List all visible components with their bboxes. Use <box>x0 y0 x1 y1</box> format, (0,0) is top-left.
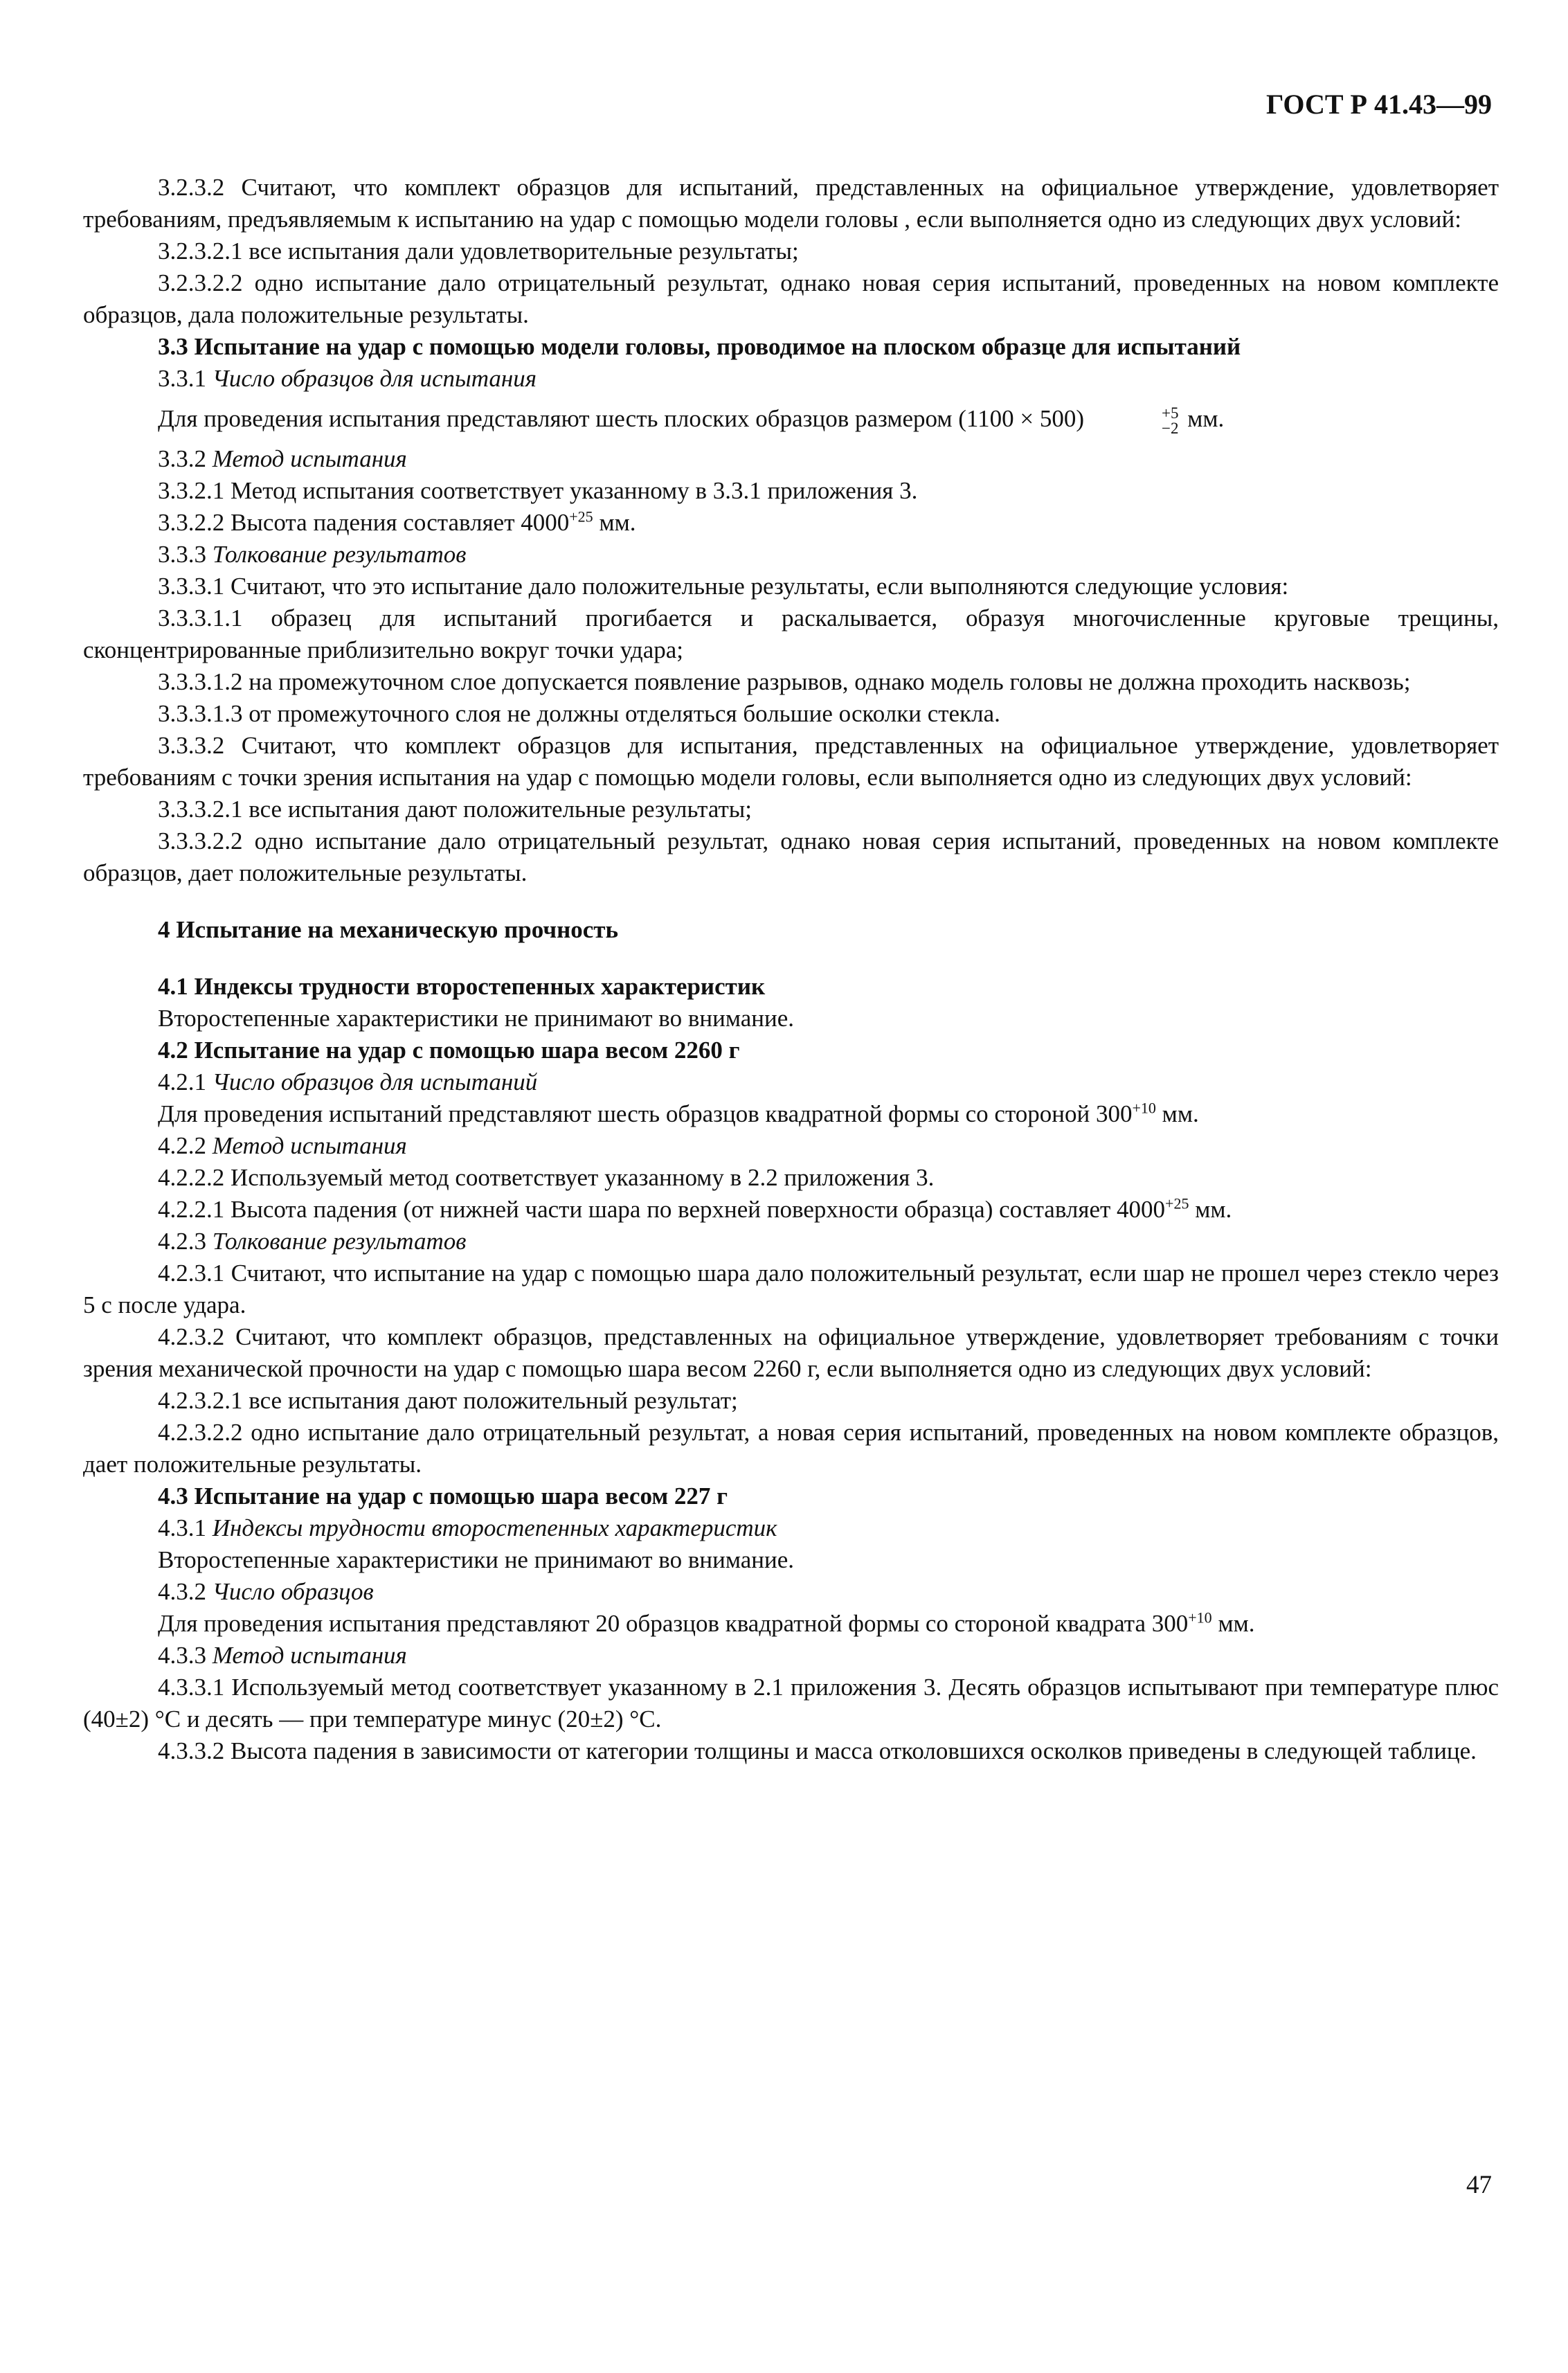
heading-4-1: 4.1 Индексы трудности второстепенных характеристик <box>158 972 766 1000</box>
document-header: ГОСТ Р 41.43—99 <box>1265 89 1492 120</box>
subheading-3-3-2 <box>83 443 1499 475</box>
subheading-4-2-3 <box>83 1226 1499 1257</box>
subheading-number: 4.2.3 <box>158 1227 206 1255</box>
paragraph-4-2-3-1: 4.2.3.1 Считают, что испытание на удар с помощью шара дало положительный результат, если шар не прошел через стекло через 5 с после удара. <box>83 1259 1499 1318</box>
subheading-number: 4.3.2 <box>158 1577 206 1605</box>
paragraph-4-3-2 <box>83 1608 1499 1640</box>
paragraph-3-3-3-1: 3.3.3.1 Считают, что это испытание дало положительные результаты, если выполняются следующие условия: <box>158 572 1289 600</box>
subheading-number: 4.2.2 <box>158 1131 206 1159</box>
subheading-number: 4.3.1 <box>158 1514 206 1541</box>
paragraph-unit: мм. <box>1211 1609 1255 1637</box>
tolerance-upper: +5 <box>1162 404 1179 422</box>
paragraph-4-3-1: Второстепенные характеристики не принимают во внимание. <box>158 1546 795 1573</box>
paragraph-4-2-3-2-1: 4.2.3.2.1 все испытания дают положительный результат; <box>158 1386 738 1414</box>
paragraph-3-3-3-1-1: 3.3.3.1.1 образец для испытаний прогибается и раскалывается, образуя многочисленные круговые трещины, сконцентрированные приблизительно вокруг точки удара; <box>83 604 1499 663</box>
paragraph-4-2-1 <box>83 1098 1499 1130</box>
heading-3-3: 3.3 Испытание на удар с помощью модели головы, проводимое на плоском образце для испытаний <box>158 333 1241 360</box>
page-number: 47 <box>1466 2171 1492 2199</box>
paragraph-unit: мм. <box>1189 1195 1232 1223</box>
subheading-number: 3.3.3 <box>158 540 206 568</box>
superscript: +10 <box>1188 1609 1212 1627</box>
tolerance-lower: −2 <box>1162 419 1179 437</box>
subheading-title: Число образцов для испытания <box>212 365 537 392</box>
subheading-3-3-3 <box>83 539 1499 571</box>
paragraph-3-3-3-1-3: 3.3.3.1.3 от промежуточного слоя не должны отделяться большие осколки стекла. <box>158 699 1000 727</box>
paragraph-4-3-3-1: 4.3.3.1 Используемый метод соответствует указанному в 2.1 приложения 3. Десять образцов испытывают при температуре плюс (40±2) °С и десять — при температуре минус (20±2) °С. <box>83 1673 1499 1732</box>
subheading-number: 3.3.2 <box>158 445 206 472</box>
paragraph-4-1: Второстепенные характеристики не принимают во внимание. <box>158 1004 795 1032</box>
paragraph-unit: мм. <box>593 508 636 536</box>
paragraph-text: Для проведения испытания представляют 20 образцов квадратной формы со стороной квадрата 300 <box>158 1609 1189 1637</box>
paragraph-3-3-3-2-1: 3.3.3.2.1 все испытания дают положительные результаты; <box>158 795 753 823</box>
paragraph-4-2-3-2-2: 4.2.3.2.2 одно испытание дало отрицательный результат, а новая серия испытаний, проведенных на новом комплекте образцов, дает положительные результаты. <box>83 1418 1499 1478</box>
paragraph-4-3-3-2: 4.3.3.2 Высота падения в зависимости от категории толщины и масса отколовшихся осколков приведены в следующей таблице. <box>158 1737 1477 1764</box>
paragraph-3-3-3-2-2: 3.3.3.2.2 одно испытание дало отрицательный результат, однако новая серия испытаний, проведенных на новом комплекте образцов, дает положительные результаты. <box>83 827 1499 886</box>
superscript: +10 <box>1132 1099 1156 1117</box>
subheading-title: Толкование результатов <box>212 540 467 568</box>
paragraph-4-2-2-2: 4.2.2.2 Используемый метод соответствует указанному в 2.2 приложения 3. <box>158 1163 935 1191</box>
paragraph-text: 4.2.2.1 Высота падения (от нижней части шара по верхней поверхности образца) составляет 4000 <box>158 1195 1166 1223</box>
subheading-title: Метод испытания <box>212 1641 407 1669</box>
paragraph-3-3-1 <box>83 403 1499 436</box>
subheading-title: Метод испытания <box>212 1131 407 1159</box>
subheading-number: 4.2.1 <box>158 1068 206 1095</box>
superscript: +25 <box>569 508 593 526</box>
subheading-3-3-1 <box>83 363 1499 395</box>
paragraph-text: Для проведения испытания представляют шесть плоских образцов размером (1100 × 500) <box>158 405 1084 432</box>
subheading-4-3-3 <box>83 1640 1499 1672</box>
subheading-title: Индексы трудности второстепенных характеристик <box>212 1514 777 1541</box>
heading-4-3: 4.3 Испытание на удар с помощью шара весом 227 г <box>158 1482 728 1510</box>
paragraph-3-3-2-2 <box>83 507 1499 539</box>
tolerance <box>1087 406 1178 436</box>
paragraph-3-2-3-2-2: 3.2.3.2.2 одно испытание дало отрицательный результат, однако новая серия испытаний, проведенных на новом комплекте образцов, дала положительные результаты. <box>83 269 1499 328</box>
subheading-4-2-2 <box>83 1130 1499 1162</box>
paragraph-text: Для проведения испытаний представляют шесть образцов квадратной формы со стороной 300 <box>158 1100 1133 1127</box>
paragraph-3-2-3-2-1: 3.2.3.2.1 все испытания дали удовлетворительные результаты; <box>158 238 799 265</box>
heading-4: 4 Испытание на механическую прочность <box>158 915 618 943</box>
subheading-title: Число образцов <box>212 1577 374 1605</box>
subheading-4-2-1 <box>83 1066 1499 1098</box>
paragraph-3-3-3-2: 3.3.3.2 Считают, что комплект образцов для испытания, представленных на официальное утверждение, удовлетворяет требованиям с точки зрения испытания на удар с помощью модели головы, если выполняется одно из следующих двух условий: <box>83 731 1499 791</box>
paragraph-text: 3.3.2.2 Высота падения составляет 4000 <box>158 508 570 536</box>
superscript: +25 <box>1165 1194 1189 1212</box>
paragraph-4-2-2-1 <box>83 1194 1499 1226</box>
paragraph-3-3-2-1: 3.3.2.1 Метод испытания соответствует указанному в 3.3.1 приложения 3. <box>158 476 918 504</box>
subheading-4-3-2 <box>83 1576 1499 1608</box>
document-body <box>83 172 1499 1767</box>
paragraph-3-2-3-2: 3.2.3.2 Считают, что комплект образцов для испытаний, представленных на официальное утверждение, удовлетворяет требованиям, предъявляемым к испытанию на удар с помощью модели головы , если выполняется одно из следующих двух условий: <box>83 174 1499 233</box>
paragraph-4-2-3-2: 4.2.3.2 Считают, что комплект образцов, представленных на официальное утверждение, удовлетворяет требованиям с точки зрения механической прочности на удар с помощью шара весом 2260 г, если выполняется одно из следующих двух условий: <box>83 1323 1499 1382</box>
subheading-title: Толкование результатов <box>212 1227 467 1255</box>
subheading-4-3-1 <box>83 1512 1499 1544</box>
paragraph-unit: мм. <box>1155 1100 1199 1127</box>
subheading-title: Число образцов для испытаний <box>212 1068 538 1095</box>
subheading-title: Метод испытания <box>212 445 407 472</box>
heading-4-2: 4.2 Испытание на удар с помощью шара весом 2260 г <box>158 1036 740 1064</box>
paragraph-unit: мм. <box>1181 405 1225 432</box>
subheading-number: 3.3.1 <box>158 365 206 392</box>
subheading-number: 4.3.3 <box>158 1641 206 1669</box>
paragraph-3-3-3-1-2: 3.3.3.1.2 на промежуточном слое допускается появление разрывов, однако модель головы не должна проходить насквозь; <box>158 668 1411 695</box>
